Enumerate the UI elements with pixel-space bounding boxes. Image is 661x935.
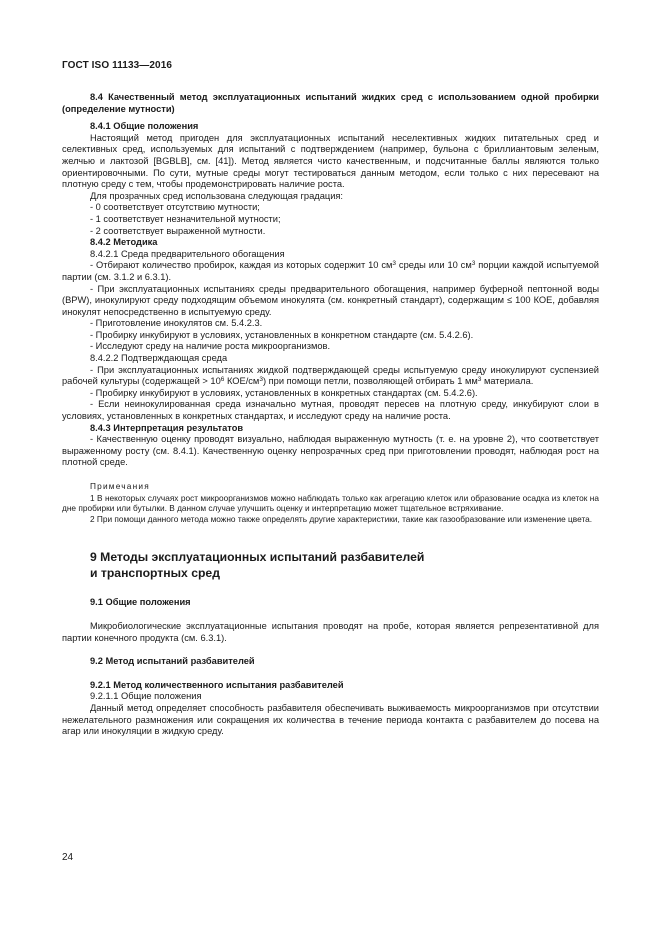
section-8-4-3-title: 8.4.3 Интерпретация результатов [90,422,244,433]
list-item: - 0 соответствует отсутствию мутности; [90,202,260,213]
section-9-2-1-title: 9.2.1 Метод количественного испытания разбавителей [90,679,344,690]
paragraph: - Исследуют среду на наличие роста микроорганизмов. [90,341,331,352]
paragraph: - Пробирку инкубируют в условиях, установленных в конкретных стандартах (см. 5.4.2.6). [90,387,478,398]
section-9-1-title: 9.1 Общие положения [90,597,191,608]
paragraph: - При эксплуатационных испытаниях жидкой подтверждающей среды испытуемую среду инокулируют суспензией рабочей культуры (содержащей > $10^6$ КОЕ/$см^3$) при помощи петли, позволяющей отбирать 1 $мм^3$ материала. [62,364,599,387]
paragraph: Данный метод определяет способность разбавителя обеспечивать выживаемость микроорганизмов при отсутствии нежелательного размножения или сокращения их количества в течение периода контакта с разбавителем до посева на агар или инокуляции в жидкую среду. [62,702,599,737]
section-8-4-1-title: 8.4.1 Общие положения [90,121,199,132]
page-body [62,92,599,738]
subsection-8-4-2-2: 8.4.2.2 Подтверждающая среда [90,353,228,364]
section-8-4-title: 8.4 Качественный метод эксплуатационных испытаний жидких сред с использованием одной пробирки (определение мутности) [62,92,599,114]
paragraph: - Если неинокулированная среда изначально мутная, проводят пересев на плотную среду, инкубируют слои в условиях, установленных в конкретных стандартах, и исследуют среду на наличие роста. [62,399,599,422]
list-item: - 2 соответствует выраженной мутности. [90,225,266,236]
list-item: - 1 соответствует незначительной мутности; [90,213,281,224]
subsection-9-2-1-1: 9.2.1.1 Общие положения [90,691,202,702]
page-number: 24 [62,852,74,863]
section-8-4-2-title: 8.4.2 Методика [90,237,158,248]
paragraph: - Приготовление инокулятов см. 5.4.2.3. [90,318,263,329]
document-header: ГОСТ ISO 11133—2016 [62,60,173,71]
note-1: 1 В некоторых случаях рост микроорганизмов можно наблюдать только как агрегацию клеток или образование осадка из клеток на дне пробирки или бутылки. В данном случае улучшить оценку и интерпретацию может тщательное встряхивание. [62,492,599,514]
section-9-2-title: 9.2 Метод испытаний разбавителей [90,656,255,667]
subsection-8-4-2-1: 8.4.2.1 Среда предварительного обогащения [90,248,285,259]
paragraph: - Качественную оценку проводят визуально, наблюдая выраженную мутность (т. е. на уровне 2), что соответствует выраженному росту (см. 8.4.1). Качественную оценку непрозрачных сред при приготовлении проводят, наблюдая рост на плотной среде. [62,434,599,468]
note-2: 2 При помощи данного метода можно также определять другие характеристики, такие как газообразование или изменение цвета. [90,513,593,524]
paragraph: - Отбирают количество пробирок, каждая из которых содержит 10 $см^3$ среды или 10 $см^3$ порции каждой испытуемой партии (см. 3.1.2 и 6.3.1). [62,260,599,282]
paragraph: - Пробирку инкубируют в условиях, установленных в конкретном стандарте (см. 5.4.2.6). [90,329,474,340]
paragraph: Настоящий метод пригоден для эксплуатационных испытаний неселективных жидких питательных сред и селективных сред, используемых для испытаний с подтверждением (например, бульона с бриллиантовым зеленым, желчью и лактозой [BGBLB], см. [41]). Метод является чисто качественным, и подсчитанные баллы являются только ориентировочными. По сути, мутные среды могут тестироваться данным методом, если только с них пересевают на плотную среду с тем, чтобы продемонстрировать наличие роста. [62,132,599,190]
notes-heading: Примечания [90,481,150,491]
paragraph: - При эксплуатационных испытаниях среды предварительного обогащения, например буферной пептонной воды (BPW), инокулируют среду подходящим объемом инокулята (см. конкретный стандарт), содержащим ≤ 100 КОЕ, добавляя инокулят непосредственно в испытуемую среду. [62,283,599,317]
paragraph: Микробиологические эксплуатационные испытания проводят на пробе, которая является репрезентативной для партии конечного продукта (см. 6.3.1). [62,620,599,643]
chapter-9-title: 9 Методы эксплуатационных испытаний разбавителей и транспортных сред [90,550,425,580]
paragraph: Для прозрачных сред использована следующая градация: [90,190,344,201]
